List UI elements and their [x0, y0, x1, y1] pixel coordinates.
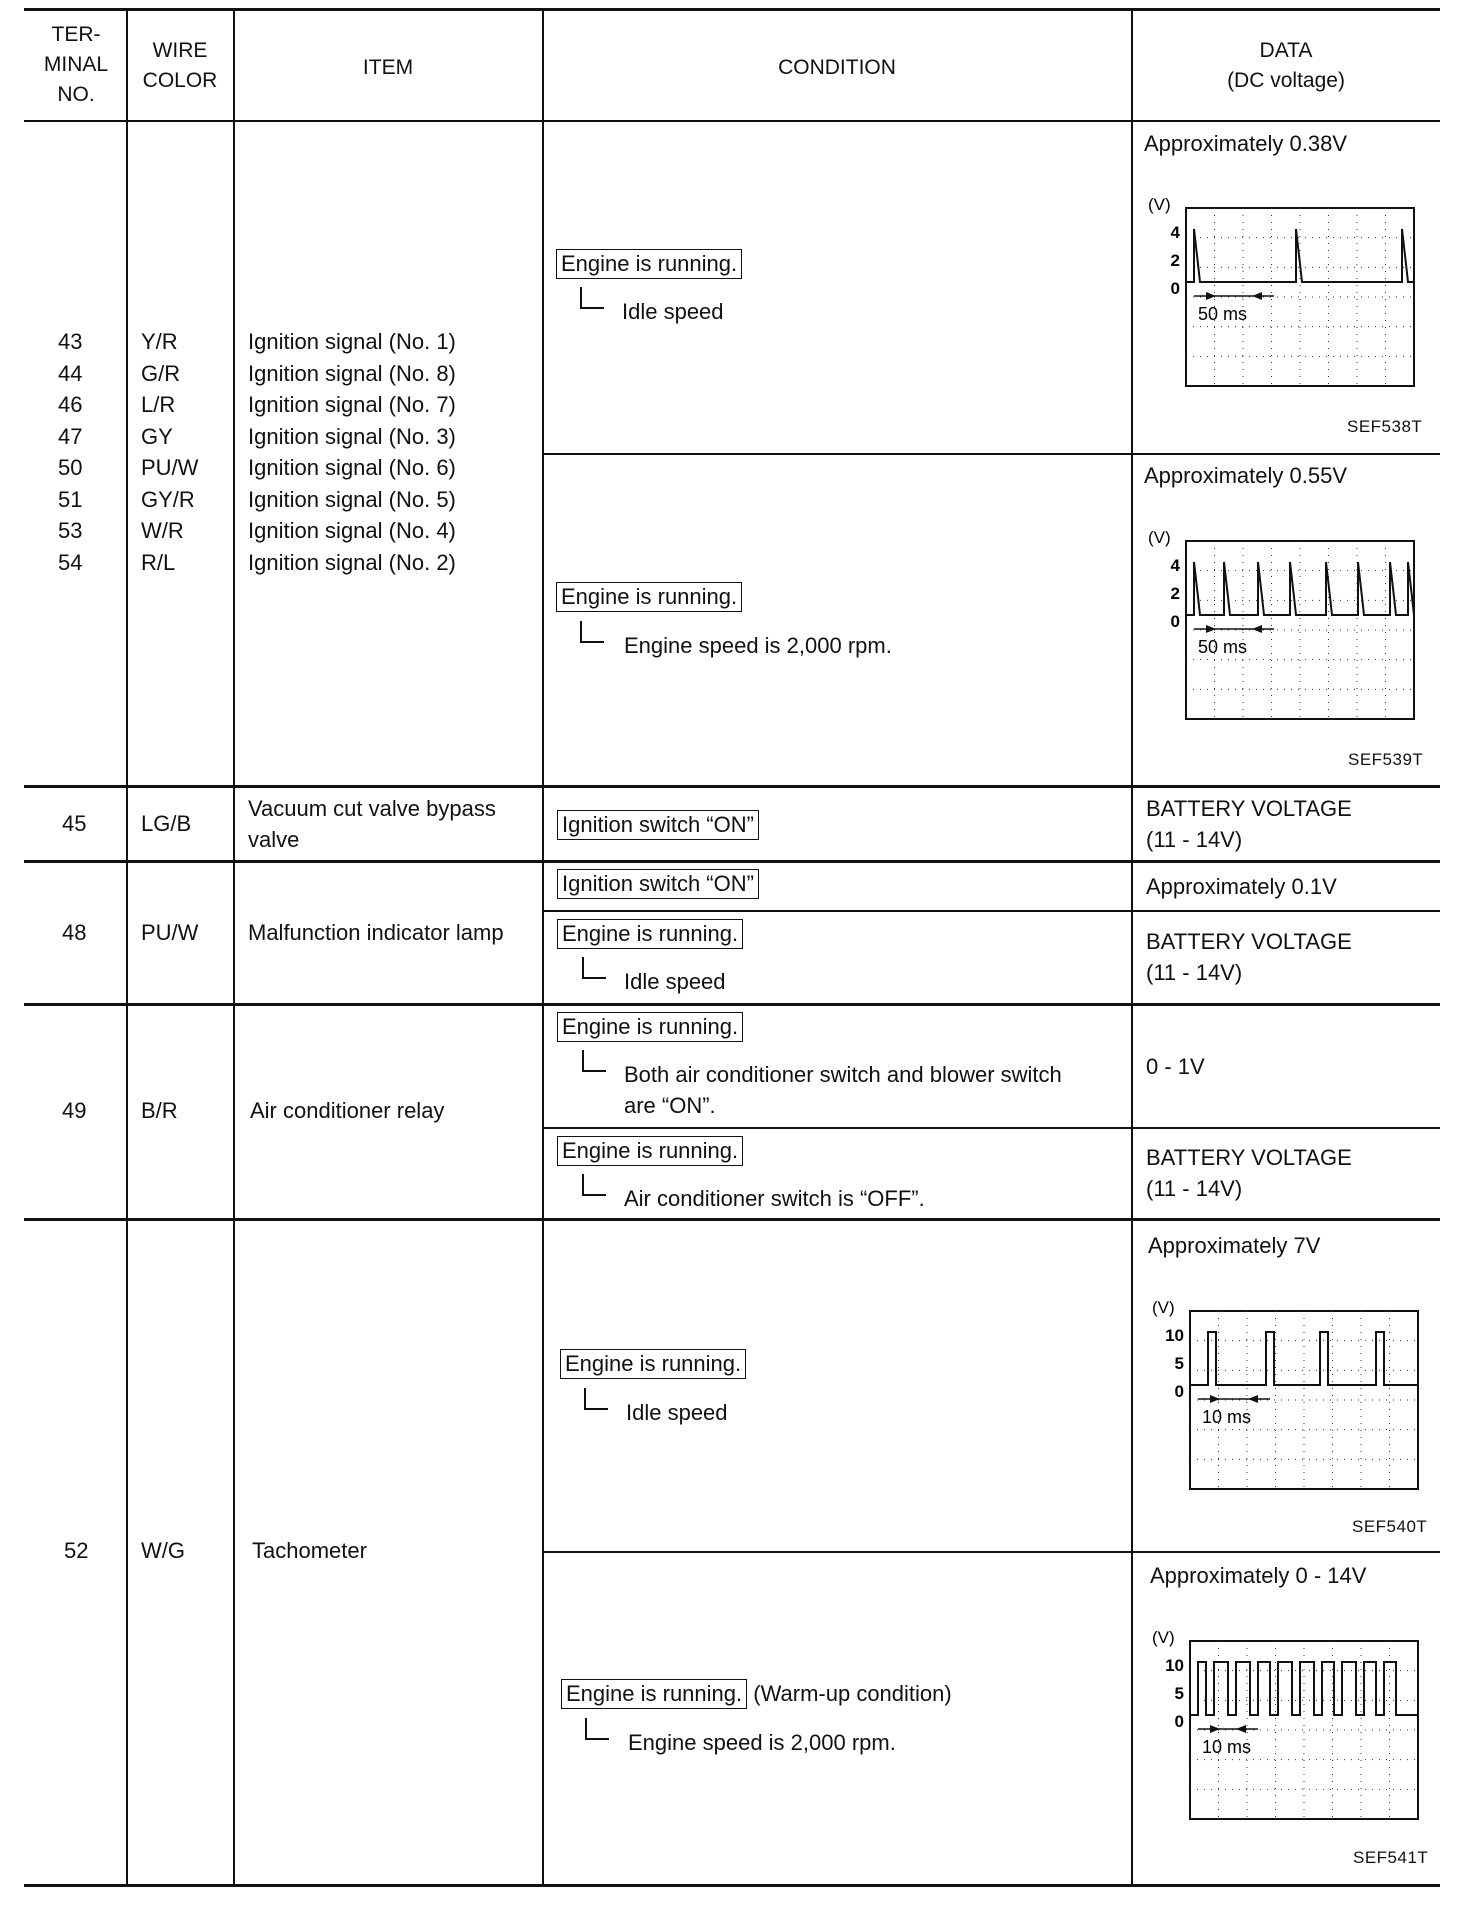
scope-tick-label: 5	[1174, 1354, 1184, 1373]
scope-arrowhead	[1210, 1725, 1220, 1733]
row-rule	[24, 1218, 1440, 1221]
data-line: BATTERY VOLTAGE	[1146, 796, 1352, 821]
condition-branch	[584, 1388, 608, 1410]
item-text: Air conditioner relay	[250, 1098, 445, 1123]
item-text: Ignition signal (No. 3)	[248, 423, 456, 449]
item-text: Tachometer	[252, 1538, 367, 1563]
table-bottom-rule	[24, 1884, 1440, 1887]
terminal-number: 48	[62, 920, 87, 945]
scope-arrowhead	[1252, 625, 1262, 633]
scope-time-label: 10 ms	[1202, 1737, 1252, 1757]
header-condition: CONDITION	[778, 56, 896, 79]
header-wire-line: COLOR	[142, 69, 218, 92]
terminal-number: 52	[64, 1538, 89, 1563]
condition-box	[557, 918, 743, 949]
wire-color: GY/R	[141, 486, 195, 512]
item-text: Ignition signal (No. 6)	[248, 455, 456, 480]
condition-box	[557, 809, 759, 840]
wire-color: PU/W	[141, 920, 199, 945]
data-line: (11 - 14V)	[1146, 960, 1243, 985]
row-rule	[24, 785, 1440, 788]
wire-color: GY	[141, 423, 173, 449]
condition-sub: Idle speed	[626, 1400, 728, 1425]
terminal-number: 45	[62, 811, 87, 836]
scope-arrowhead	[1210, 1395, 1220, 1403]
figure-code: SEF538T	[1347, 417, 1423, 436]
scope-tick-label: 0	[1170, 279, 1180, 298]
condition-sub-line: are “ON”.	[624, 1093, 716, 1118]
data-line: BATTERY VOLTAGE	[1146, 929, 1352, 954]
condition-branch	[582, 1050, 606, 1072]
header-terminal	[26, 20, 126, 110]
item-line: valve	[248, 827, 300, 852]
header-terminal-line: MINAL	[43, 53, 109, 76]
condition-branch	[580, 621, 604, 643]
data-text: Approximately 0.55V	[1144, 463, 1347, 488]
scope-time-label: 50 ms	[1198, 637, 1248, 657]
scope-arrowhead	[1206, 292, 1216, 300]
data-text	[1146, 926, 1352, 988]
item-list	[248, 326, 456, 578]
terminal-number: 50	[58, 455, 83, 480]
condition-sub: Idle speed	[622, 299, 724, 324]
data-text	[1146, 793, 1352, 855]
terminal-number: 43	[58, 329, 83, 354]
scope-frame	[1186, 541, 1414, 719]
scope-tick-label: 4	[1170, 556, 1180, 575]
condition-sub: Idle speed	[624, 969, 726, 994]
scope-tick-label: 2	[1170, 584, 1180, 603]
header-item: ITEM	[362, 56, 414, 79]
scope-time-label: 50 ms	[1198, 304, 1248, 324]
terminal-number: 47	[58, 423, 83, 449]
header-terminal-line: NO.	[57, 83, 95, 106]
wire-color-list	[141, 326, 198, 578]
condition-box	[556, 581, 742, 612]
condition-box-label: Engine is running.	[561, 1679, 747, 1709]
scope-tick-label: 5	[1174, 1684, 1184, 1703]
terminal-number: 49	[62, 1098, 87, 1123]
scope-tick-label: 0	[1174, 1382, 1184, 1401]
row-rule	[542, 1551, 1440, 1553]
header-data	[1132, 36, 1440, 96]
waveform-scope	[1150, 1295, 1425, 1495]
header-rule	[24, 120, 1440, 122]
condition-box	[557, 1011, 743, 1042]
condition-box-label: Engine is running.	[557, 1136, 743, 1166]
condition-box	[557, 1135, 743, 1166]
condition-box-label: Engine is running.	[560, 1349, 746, 1379]
condition-box-label: Engine is running.	[556, 582, 742, 612]
scope-tick-label: 2	[1170, 251, 1180, 270]
scope-tick-label: 10	[1165, 1656, 1184, 1675]
data-text	[1146, 1142, 1352, 1204]
scope-arrowhead	[1206, 625, 1216, 633]
condition-sub: Engine speed is 2,000 rpm.	[624, 633, 892, 658]
scope-unit-label: (V)	[1148, 528, 1171, 547]
wire-color: PU/W	[141, 455, 199, 480]
col-rule	[542, 10, 544, 1885]
condition-sub-line: Both air conditioner switch and blower switch	[624, 1062, 1062, 1087]
item-text: Malfunction indicator lamp	[248, 920, 504, 945]
data-text: Approximately 0.1V	[1146, 874, 1337, 899]
condition-sub: Air conditioner switch is “OFF”.	[624, 1186, 925, 1211]
scope-unit-label: (V)	[1152, 1298, 1175, 1317]
terminal-list	[58, 326, 82, 578]
data-line: (11 - 14V)	[1146, 1176, 1243, 1201]
condition-branch	[580, 287, 604, 309]
data-text: Approximately 7V	[1148, 1233, 1321, 1258]
scope-arrowhead	[1248, 1395, 1258, 1403]
figure-code: SEF540T	[1352, 1517, 1428, 1536]
waveform-scope	[1146, 525, 1416, 725]
header-wire-line: WIRE	[152, 39, 208, 62]
wire-color: W/R	[141, 518, 184, 543]
condition-box	[557, 868, 759, 899]
scope-arrowhead	[1236, 1725, 1246, 1733]
condition-sub	[624, 1059, 1062, 1121]
scope-unit-label: (V)	[1152, 1628, 1175, 1647]
header-terminal-line: TER-	[51, 23, 101, 46]
data-text: 0 - 1V	[1146, 1054, 1205, 1079]
wire-color: Y/R	[141, 329, 178, 354]
col-rule	[126, 10, 128, 1885]
item-text	[248, 793, 496, 855]
scope-frame	[1186, 208, 1414, 386]
scope-tick-label: 0	[1170, 612, 1180, 631]
data-text: Approximately 0.38V	[1144, 131, 1347, 156]
item-text: Ignition signal (No. 8)	[248, 360, 456, 386]
terminal-number: 51	[58, 486, 83, 512]
data-text: Approximately 0 - 14V	[1150, 1563, 1367, 1588]
terminal-number: 53	[58, 518, 83, 543]
row-rule	[542, 1127, 1440, 1129]
terminal-number: 44	[58, 360, 83, 386]
wire-color: G/R	[141, 360, 181, 386]
item-line: Vacuum cut valve bypass	[248, 796, 496, 821]
item-text: Ignition signal (No. 2)	[248, 549, 456, 575]
condition-box-label: Engine is running.	[557, 919, 743, 949]
wire-color: B/R	[141, 1098, 178, 1123]
data-line: BATTERY VOLTAGE	[1146, 1145, 1352, 1170]
condition-branch	[582, 957, 606, 979]
condition-sub: Engine speed is 2,000 rpm.	[628, 1730, 896, 1755]
terminal-number: 46	[58, 392, 83, 417]
scope-time-label: 10 ms	[1202, 1407, 1252, 1427]
scope-tick-label: 4	[1170, 223, 1180, 242]
table-top-rule	[24, 8, 1440, 11]
scope-arrowhead	[1252, 292, 1262, 300]
col-rule	[1131, 10, 1133, 1885]
scope-tick-label: 0	[1174, 1712, 1184, 1731]
waveform-scope	[1146, 192, 1416, 392]
col-rule	[233, 10, 235, 1885]
terminal-number: 54	[58, 549, 83, 575]
data-line: (11 - 14V)	[1146, 827, 1243, 852]
item-text: Ignition signal (No. 1)	[248, 329, 456, 354]
header-wire-color	[127, 36, 233, 96]
wire-color: L/R	[141, 392, 176, 417]
scope-unit-label: (V)	[1148, 195, 1171, 214]
row-rule	[542, 910, 1440, 912]
waveform-scope	[1150, 1625, 1425, 1825]
wire-color: R/L	[141, 549, 176, 575]
condition-box-label: Engine is running.	[556, 249, 742, 279]
condition-branch	[582, 1174, 606, 1196]
item-text: Ignition signal (No. 4)	[248, 518, 456, 543]
header-data-line: DATA	[1259, 39, 1313, 62]
condition-box	[561, 1678, 952, 1709]
condition-box-label: Ignition switch “ON”	[557, 810, 759, 840]
item-text: Ignition signal (No. 7)	[248, 392, 456, 417]
condition-box	[560, 1348, 746, 1379]
header-data-line: (DC voltage)	[1227, 69, 1345, 92]
row-rule	[24, 1003, 1440, 1006]
condition-note: (Warm-up condition)	[753, 1681, 952, 1706]
figure-code: SEF539T	[1348, 750, 1424, 769]
condition-box	[556, 248, 742, 279]
condition-box-label: Engine is running.	[557, 1012, 743, 1042]
figure-code: SEF541T	[1353, 1848, 1429, 1867]
row-rule	[542, 453, 1440, 455]
wire-color: LG/B	[141, 811, 192, 836]
scope-tick-label: 10	[1165, 1326, 1184, 1345]
condition-branch	[585, 1718, 609, 1740]
condition-box-label: Ignition switch “ON”	[557, 869, 759, 899]
wire-color: W/G	[141, 1538, 185, 1563]
row-rule	[24, 860, 1440, 863]
item-text: Ignition signal (No. 5)	[248, 486, 456, 512]
